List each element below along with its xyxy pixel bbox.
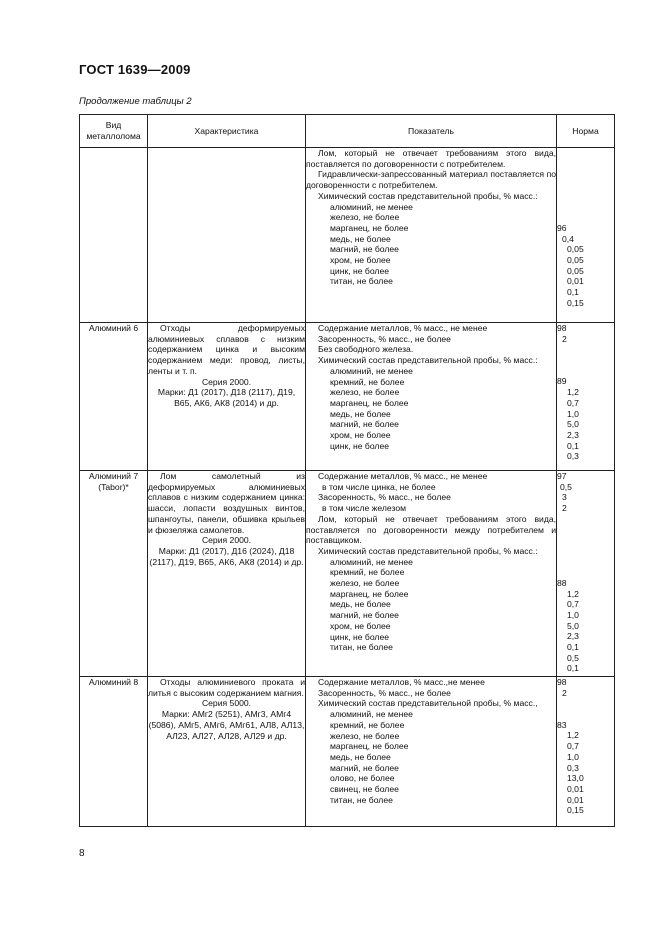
table-caption: Продолжение таблицы 2: [79, 96, 192, 107]
characteristic-cell: [148, 148, 306, 323]
norm-value: 88: [557, 577, 567, 588]
norm-value: 0,01: [567, 783, 584, 794]
element-label: хром, не более: [330, 620, 391, 631]
norm-value: 0,7: [567, 397, 579, 408]
column-header-indicator: Показатель: [306, 115, 557, 148]
column-header-characteristic: Характеристика: [148, 115, 306, 148]
element-label: алюминий, не менее: [330, 709, 413, 720]
characteristic-cell: [148, 471, 306, 677]
element-label: кремний, не более: [330, 376, 405, 387]
norm-value: 5,0: [567, 620, 579, 631]
element-label: медь, не более: [330, 408, 391, 419]
indicator-text: Химический состав представительной пробы, % масс.:: [318, 545, 538, 556]
norm-value: 0,1: [567, 440, 579, 451]
norm-value: 0,1: [567, 286, 579, 297]
element-label: железо, не более: [330, 578, 400, 589]
norm-value: 0,4: [562, 233, 574, 244]
norm-value: 0,15: [567, 297, 584, 308]
indicator-cell: [306, 323, 557, 471]
norm-cell: [557, 148, 615, 323]
element-label: магний, не более: [330, 244, 399, 255]
element-label: марганец, не более: [330, 397, 409, 408]
norm-value: 2,3: [567, 429, 579, 440]
element-label: цинк, не более: [330, 440, 390, 451]
column-header-norm: Норма: [557, 115, 615, 148]
norm-cell: [557, 471, 615, 677]
norm-value: 0,7: [567, 741, 579, 752]
norm-value: 0,5: [567, 652, 579, 663]
norm-value: 98: [557, 323, 567, 333]
element-label: марганец, не более: [330, 588, 409, 599]
norm-value: 1,2: [567, 730, 579, 741]
characteristic-text: Лом самолетный из деформируемых алюминиевых сплавов с низким содержанием цинка: шасси, лопасти воздушных винтов, шпангоуты, панели, обшивка крыльев и фюзеляжа самолетов.: [148, 471, 305, 535]
characteristic-cell: [148, 677, 306, 827]
indicator-cell: [306, 677, 557, 827]
norm-value: 0,3: [567, 762, 579, 773]
element-label: кремний, не более: [330, 567, 405, 578]
norm-value: 0,1: [567, 663, 579, 674]
kind-cell: Алюминий 8: [80, 677, 148, 827]
element-label: железо, не более: [330, 387, 400, 398]
indicator-cell: [306, 471, 557, 677]
indicator-text: Засоренность, % масс., не более: [318, 492, 451, 503]
norm-value: 0,1: [567, 642, 579, 652]
series-text: Серия 2000.: [201, 376, 252, 387]
norm-value: 0,15: [567, 805, 584, 816]
kind-cell: [80, 148, 148, 323]
kind-cell: Алюминий 7 (Tabor)*: [80, 471, 148, 677]
series-text: Серия 5000.: [201, 698, 252, 709]
element-label: железо, не более: [330, 212, 400, 223]
norm-value: 1,0: [567, 609, 579, 620]
element-label: магний, не более: [330, 762, 399, 773]
kind-cell: Алюминий 6: [80, 323, 148, 471]
grades-text: Марки: АМг2 (5251), АМг3, АМг4 (5086), АМг5, АМг6, АМг61, АЛ8, АЛ13, АЛ23, АЛ27, АЛ28, АЛ29 и др.: [148, 709, 305, 741]
element-label: медь, не более: [330, 599, 391, 610]
characteristic-text: Отходы алюминиевого проката и литья с высоким содержанием магния.: [148, 677, 305, 698]
element-label: медь, не более: [330, 233, 391, 244]
indicator-text: Гидравлически-запрессованный материал поставляется по договоренности с потребителем.: [306, 169, 556, 191]
norm-value: 3: [562, 492, 567, 503]
norm-value: 83: [557, 719, 567, 730]
norm-value: 0,05: [567, 254, 584, 265]
indicator-text: Химический состав представительной пробы, % масс.:: [318, 355, 538, 366]
element-label: алюминий, не менее: [330, 556, 413, 567]
norm-value: 1,0: [567, 408, 579, 419]
element-label: титан, не более: [330, 276, 393, 287]
metal-scrap-table: [79, 114, 615, 827]
indicator-text: Химический состав представительной пробы, % масс.,: [318, 698, 538, 709]
element-label: титан, не более: [330, 794, 393, 805]
norm-value: 97: [557, 471, 567, 481]
norm-value: 0,5: [560, 481, 572, 492]
indicator-text: Без свободного железа.: [318, 344, 414, 355]
table-row: [80, 471, 615, 677]
table-header-row: [80, 115, 615, 148]
element-label: медь, не более: [330, 751, 391, 762]
indicator-text: Засоренность, % масс., не более: [318, 333, 451, 344]
element-label: алюминий, не менее: [330, 365, 413, 376]
element-label: кремний, не более: [330, 719, 405, 730]
element-label: олово, не более: [330, 773, 395, 784]
indicator-cell: [306, 148, 557, 323]
indicator-text: Засоренность, % масс., не более: [318, 687, 451, 698]
norm-value: 2,3: [567, 631, 579, 642]
norm-value: 2: [562, 333, 567, 344]
norm-value: 89: [557, 376, 567, 387]
norm-value: 5,0: [567, 419, 579, 430]
indicator-text: Лом, который не отвечает требованиям этого вида, поставляется по договоренности между потребителем и поставщиком.: [306, 513, 556, 546]
indicator-subtext: в том числе железом: [322, 503, 407, 514]
norm-value: 0,01: [567, 276, 584, 287]
table-row: [80, 323, 615, 471]
page-number: 8: [79, 848, 85, 859]
norm-value: 13,0: [567, 773, 584, 784]
norm-value: 1,2: [567, 588, 579, 599]
norm-cell: [557, 323, 615, 471]
norm-value: 0,05: [567, 265, 584, 276]
grades-text: Марки: Д1 (2017), Д18 (2117), Д19, В65, АК6, АК8 (2014) и др.: [157, 387, 296, 408]
indicator-text: Содержание металлов, % масс., не менее: [318, 471, 488, 481]
series-text: Серия 2000.: [201, 535, 252, 546]
norm-value: 0,01: [567, 794, 584, 805]
element-label: марганец, не более: [330, 222, 409, 233]
element-label: цинк, не более: [330, 265, 390, 276]
element-label: хром, не более: [330, 255, 391, 266]
element-label: хром, не более: [330, 430, 391, 441]
element-label: марганец, не более: [330, 741, 409, 752]
norm-value: 1,2: [567, 387, 579, 398]
norm-value: 2: [562, 687, 567, 698]
characteristic-cell: [148, 323, 306, 471]
document-title: ГОСТ 1639—2009: [79, 62, 191, 77]
column-header-kind: Вид металлолома: [80, 115, 148, 148]
grades-text: Марки: Д1 (2017), Д16 (2024), Д18 (2117), Д19, В65, АК6, АК8 (2014) и др.: [149, 545, 304, 567]
norm-value: 98: [557, 677, 567, 687]
element-label: магний, не более: [330, 610, 399, 621]
element-label: магний, не более: [330, 419, 399, 430]
element-label: железо, не более: [330, 730, 400, 741]
norm-value: 1,0: [567, 751, 579, 762]
indicator-text: Химический состав представительной пробы, % масс.:: [318, 190, 538, 201]
element-label: титан, не более: [330, 642, 393, 653]
table-row: [80, 677, 615, 827]
element-label: цинк, не более: [330, 631, 390, 642]
indicator-text: Лом, который не отвечает требованиям этого вида, поставляется по договоренности с потребителем.: [306, 148, 556, 169]
indicator-text: Содержание металлов, % масс., не менее: [318, 323, 488, 333]
norm-value: 96: [557, 222, 567, 233]
element-label: свинец, не более: [330, 784, 399, 795]
norm-value: 0,05: [567, 244, 584, 255]
norm-cell: [557, 677, 615, 827]
norm-value: 0,7: [567, 599, 579, 610]
element-label: алюминий, не менее: [330, 201, 413, 212]
indicator-text: Содержание металлов, % масс.,не менее: [318, 677, 485, 687]
table-row: [80, 148, 615, 323]
characteristic-text: Отходы деформируемых алюминиевых сплавов с низким содержанием цинка и высоким содержанием меди: провод, листы, ленты и т. п.: [148, 323, 305, 376]
norm-value: 2: [562, 503, 567, 514]
indicator-subtext: в том числе цинка, не более: [322, 481, 436, 492]
norm-value: 0,3: [567, 451, 579, 462]
